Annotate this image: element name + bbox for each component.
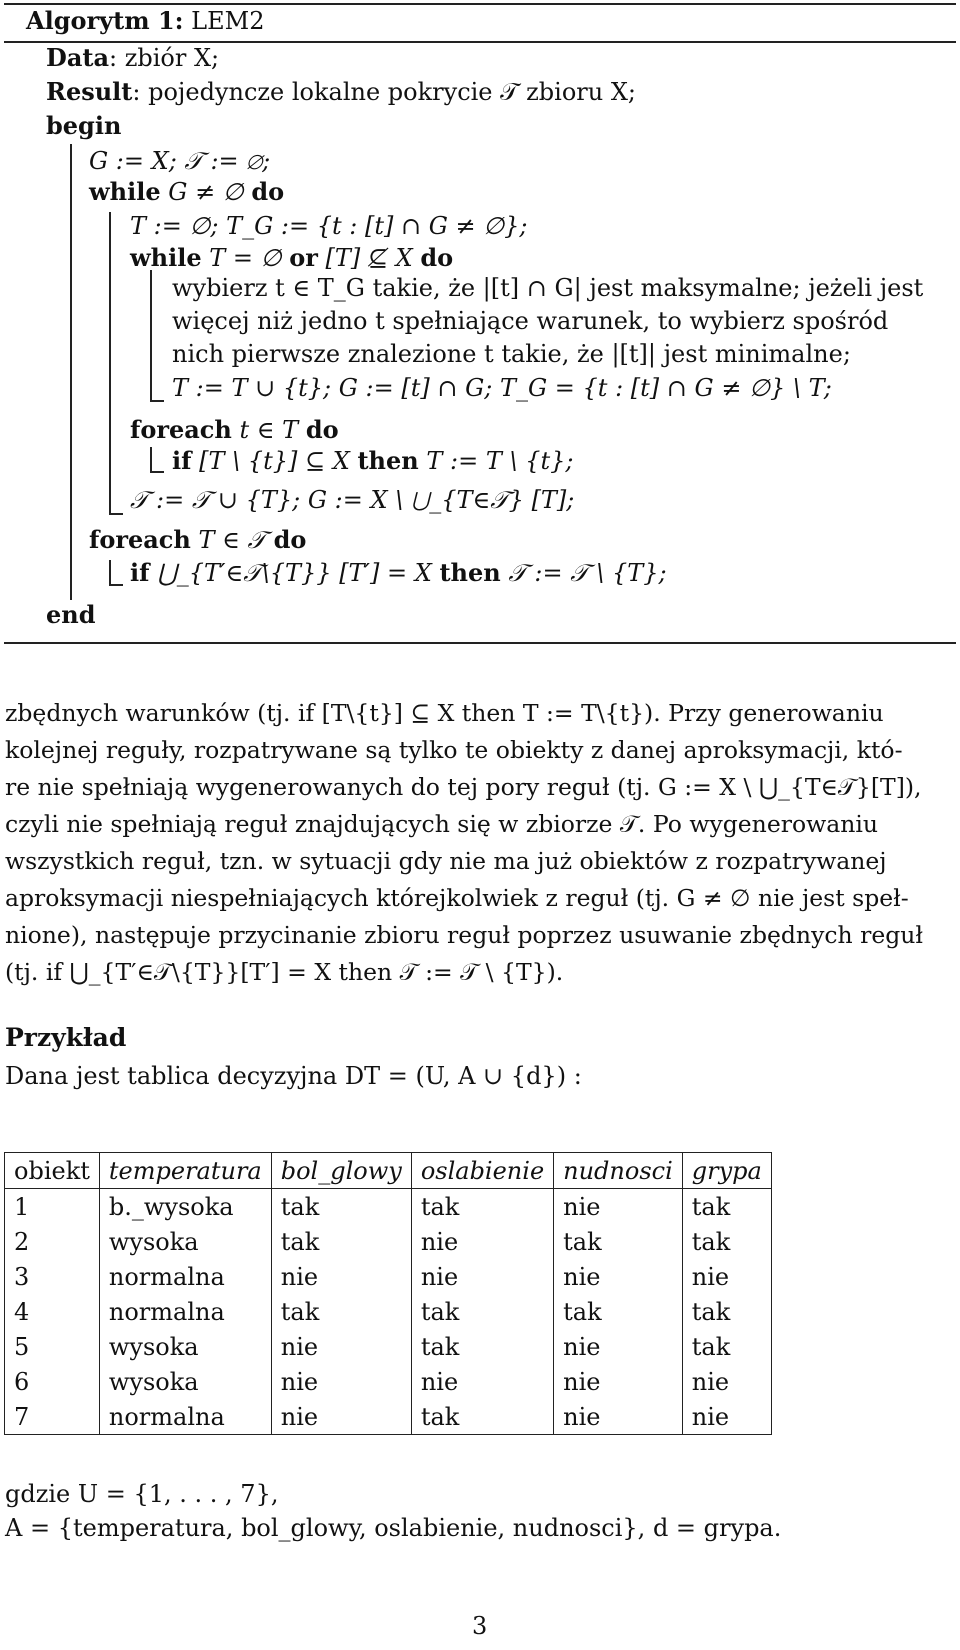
- table-cell: nie: [682, 1364, 771, 1399]
- foreach1-line: [130, 415, 339, 444]
- while1-block-foot: [109, 513, 123, 515]
- while2-keyword: while: [130, 243, 202, 272]
- where-line-1: gdzie U = {1, . . . , 7},: [5, 1480, 279, 1508]
- algorithm-data-line: [46, 43, 220, 72]
- table-cell: tak: [411, 1189, 553, 1225]
- table-row: [5, 1399, 772, 1435]
- if1-line: [172, 446, 574, 475]
- table-cell: normalna: [99, 1259, 271, 1294]
- algorithm-caption-name: LEM2: [191, 7, 265, 35]
- algorithm-line-update: T := T ∪ {t}; G := [t] ∩ G; T_G = {t : [t] ∩ G ≠ ∅} \ T;: [172, 374, 832, 402]
- paragraph-line: re nie spełniają wygenerowanych do tej pory reguł (tj. G := X \ ⋃_{T∈𝒯}[T]),: [5, 773, 922, 801]
- table-cell: wysoka: [99, 1364, 271, 1399]
- while1-condition: G ≠ ∅: [168, 178, 244, 206]
- table-cell: tak: [411, 1294, 553, 1329]
- result-keyword: Result: [46, 77, 133, 106]
- while2-block-foot: [150, 400, 164, 402]
- table-cell: nie: [554, 1364, 683, 1399]
- algorithm-bottom-rule: [4, 642, 956, 644]
- if1-action: T := T \ {t};: [426, 447, 574, 475]
- while2-line: [130, 243, 454, 272]
- table-cell: tak: [682, 1294, 771, 1329]
- body-paragraph: [5, 695, 955, 991]
- paragraph-line: (tj. if ⋃_{T′∈𝒯\{T}}[T′] = X then 𝒯 := 𝒯 \ {T}).: [5, 958, 564, 986]
- table-cell: nie: [411, 1364, 553, 1399]
- algorithm-line-select-1: wybierz t ∈ T_G takie, że |[t] ∩ G| jest maksymalne; jeżeli jest: [172, 274, 924, 302]
- algorithm-top-rule: [4, 3, 956, 5]
- table-cell: nie: [411, 1224, 553, 1259]
- table-cell: tak: [682, 1224, 771, 1259]
- table-cell: nie: [554, 1259, 683, 1294]
- or-keyword: or: [289, 243, 318, 272]
- table-cell: normalna: [99, 1294, 271, 1329]
- if2-keyword: if: [130, 558, 150, 587]
- if2-then-keyword: then: [439, 558, 501, 587]
- foreach1-block-bracket: [150, 447, 152, 472]
- table-cell: wysoka: [99, 1329, 271, 1364]
- table-cell: nie: [411, 1259, 553, 1294]
- table-cell: wysoka: [99, 1224, 271, 1259]
- algorithm-line-select-3: nich pierwsze znalezione t takie, że |[t]| jest minimalne;: [172, 340, 851, 368]
- table-cell: nie: [682, 1399, 771, 1435]
- foreach2-keyword: foreach: [89, 525, 191, 554]
- if2-condition: ⋃_{T′∈𝒯\{T}} [T′] = X: [157, 559, 432, 587]
- if2-action: 𝒯 := 𝒯 \ {T};: [508, 559, 667, 587]
- while2-condition-1: T = ∅: [209, 244, 282, 272]
- algorithm-caption-label: Algorytm 1:: [26, 6, 184, 35]
- paragraph-line: zbędnych warunków (tj. if [T\{t}] ⊆ X then T := T\{t}). Przy generowaniu: [5, 699, 884, 727]
- table-row: [5, 1294, 772, 1329]
- table-cell: 4: [5, 1294, 100, 1329]
- column-header: grypa: [682, 1153, 771, 1189]
- if1-condition: [T \ {t}] ⊆ X: [199, 447, 350, 475]
- where-line-2: A = {temperatura, bol_glowy, oslabienie, nudnosci}, d = grypa.: [5, 1514, 782, 1542]
- table-cell: 2: [5, 1224, 100, 1259]
- foreach2-block-bracket: [109, 560, 111, 585]
- begin-keyword: begin: [46, 111, 122, 140]
- table-cell: b._wysoka: [99, 1189, 271, 1225]
- algorithm-line-cover: 𝒯 := 𝒯 ∪ {T}; G := X \ ⋃_{T∈𝒯} [T];: [130, 486, 575, 514]
- table-cell: nie: [554, 1329, 683, 1364]
- foreach2-block-foot: [109, 584, 123, 586]
- result-text: : pojedyncze lokalne pokrycie 𝒯 zbioru X;: [132, 78, 637, 106]
- table-row: [5, 1364, 772, 1399]
- table-cell: tak: [411, 1399, 553, 1435]
- algorithm-caption-rule: [4, 41, 956, 43]
- table-cell: tak: [411, 1329, 553, 1364]
- paragraph-line: nione), następuje przycinanie zbioru reguł poprzez usuwanie zbędnych reguł: [5, 921, 924, 949]
- if1-then-keyword: then: [357, 446, 419, 475]
- table-cell: nie: [271, 1399, 411, 1435]
- paragraph-line: kolejnej reguły, rozpatrywane są tylko te obiekty z danej aproksymacji, któ-: [5, 736, 903, 764]
- algorithm-result-line: [46, 77, 637, 106]
- paragraph-line: wszystkich reguł, tzn. w sytuacji gdy nie ma już obiektów z rozpatrywanej: [5, 847, 887, 875]
- algorithm-caption: [26, 6, 265, 35]
- example-heading: Przykład: [5, 1023, 127, 1052]
- table-row: [5, 1224, 772, 1259]
- while1-block-bracket: [109, 212, 111, 514]
- table-cell: nie: [554, 1399, 683, 1435]
- begin-block-bracket: [70, 144, 72, 600]
- if1-keyword: if: [172, 446, 192, 475]
- table-row: [5, 1189, 772, 1225]
- table-cell: normalna: [99, 1399, 271, 1435]
- table-cell: tak: [682, 1189, 771, 1225]
- table-cell: tak: [554, 1224, 683, 1259]
- table-cell: nie: [271, 1329, 411, 1364]
- column-header: obiekt: [5, 1153, 100, 1189]
- table-cell: 3: [5, 1259, 100, 1294]
- table-cell: tak: [271, 1189, 411, 1225]
- table-header-row: [5, 1153, 772, 1189]
- example-intro: Dana jest tablica decyzyjna DT = (U, A ∪ {d}) :: [5, 1062, 582, 1090]
- algorithm-line-init: G := X; 𝒯 := ∅;: [89, 147, 271, 175]
- table-cell: nie: [682, 1259, 771, 1294]
- foreach1-keyword: foreach: [130, 415, 232, 444]
- column-header: oslabienie: [411, 1153, 553, 1189]
- data-text: : zbiór X;: [109, 44, 220, 72]
- foreach2-line: [89, 525, 307, 554]
- while1-keyword: while: [89, 177, 161, 206]
- column-header: nudnosci: [554, 1153, 683, 1189]
- if2-line: [130, 558, 667, 587]
- algorithm-line-t-init: T := ∅; T_G := {t : [t] ∩ G ≠ ∅};: [130, 212, 528, 240]
- table-cell: 7: [5, 1399, 100, 1435]
- table-cell: 5: [5, 1329, 100, 1364]
- table-cell: nie: [554, 1189, 683, 1225]
- while2-do-keyword: do: [420, 243, 454, 272]
- table-cell: 6: [5, 1364, 100, 1399]
- foreach1-condition: t ∈ T: [239, 416, 299, 444]
- while2-condition-2: [T] ⊈ X: [325, 244, 413, 272]
- data-keyword: Data: [46, 43, 109, 72]
- table-cell: tak: [682, 1329, 771, 1364]
- page-number: 3: [472, 1612, 488, 1640]
- algorithm-line-select-2: więcej niż jedno t spełniające warunek, to wybierz spośród: [172, 307, 889, 335]
- table-row: [5, 1259, 772, 1294]
- table-cell: tak: [271, 1224, 411, 1259]
- foreach1-block-foot: [150, 471, 164, 473]
- column-header: bol_glowy: [271, 1153, 411, 1189]
- paragraph-line: czyli nie spełniają reguł znajdujących się w zbiorze 𝒯. Po wygenerowaniu: [5, 810, 879, 838]
- table-cell: nie: [271, 1259, 411, 1294]
- end-keyword: end: [46, 600, 96, 629]
- table-cell: nie: [271, 1364, 411, 1399]
- paragraph-line: aproksymacji niespełniających którejkolwiek z reguł (tj. G ≠ ∅ nie jest speł-: [5, 884, 909, 912]
- table-row: [5, 1329, 772, 1364]
- foreach1-do-keyword: do: [305, 415, 339, 444]
- table-cell: tak: [554, 1294, 683, 1329]
- while1-do-keyword: do: [251, 177, 285, 206]
- decision-table: [4, 1152, 772, 1435]
- table-cell: 1: [5, 1189, 100, 1225]
- table-cell: tak: [271, 1294, 411, 1329]
- foreach2-condition: T ∈ 𝒯: [198, 526, 266, 554]
- while2-block-bracket: [150, 270, 152, 401]
- foreach2-do-keyword: do: [273, 525, 307, 554]
- column-header: temperatura: [99, 1153, 271, 1189]
- while1-line: [89, 177, 285, 206]
